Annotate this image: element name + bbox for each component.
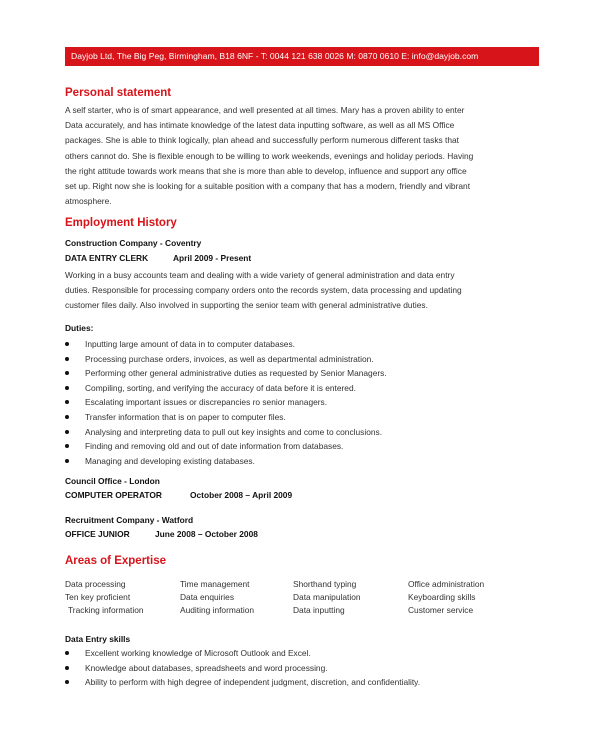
job2-company: Council Office - London <box>65 476 160 486</box>
list-item: Excellent working knowledge of Microsoft Outlook and Excel. <box>65 646 535 661</box>
statement-line: packages. She is able to think logically, plan ahead and successfully perform numerous different tasks that <box>65 135 459 146</box>
bullet-icon <box>65 680 69 684</box>
expertise-row <box>65 578 535 591</box>
statement-line: the right attitude towards work means that she is more than able to develop, influence and support any office <box>65 165 467 176</box>
duties-label: Duties: <box>65 323 94 333</box>
job2-dates: October 2008 – April 2009 <box>190 490 293 500</box>
areas-of-expertise-heading: Areas of Expertise <box>65 555 166 567</box>
expertise-item: Tracking information <box>68 605 144 615</box>
expertise-item: Data enquiries <box>180 592 235 602</box>
bullet-icon <box>65 386 69 390</box>
list-item: Knowledge about databases, spreadsheets and word processing. <box>65 661 535 676</box>
statement-line: A self starter, who is of smart appearance, and well presented at all times. Mary has a proven ability to enter <box>65 105 465 115</box>
job1-dates: April 2009 - Present <box>173 253 252 263</box>
expertise-row <box>65 604 535 617</box>
job3-dates: June 2008 – October 2008 <box>155 529 258 539</box>
list-item: Analysing and interpreting data to pull out key insights and come to conclusions. <box>65 425 535 440</box>
bullet-icon <box>65 415 69 419</box>
statement-line: others cannot do. She is flexible enough to be willing to work weekends, evenings and holiday periods. Having <box>65 150 474 161</box>
bullet-icon <box>65 400 69 404</box>
list-item: Escalating important issues or discrepancies ro senior managers. <box>65 395 535 410</box>
expertise-item: Data processing <box>65 579 126 589</box>
expertise-item: Time management <box>180 579 250 589</box>
list-item: Compiling, sorting, and verifying the accuracy of data before it is entered. <box>65 381 535 396</box>
personal-statement-heading: Personal statement <box>65 87 172 99</box>
bullet-icon <box>65 666 69 670</box>
job2-title: COMPUTER OPERATOR <box>65 490 162 500</box>
expertise-grid <box>65 578 535 617</box>
personal-statement-text <box>65 103 540 209</box>
bullet-icon <box>65 342 69 346</box>
list-item: Transfer information that is on paper to computer files. <box>65 410 535 425</box>
employment-history-heading: Employment History <box>65 217 177 229</box>
statement-line: set up. Right now she is looking for a suitable position with a company that has a modern, friendly and vibrant <box>65 181 471 192</box>
list-item: Finding and removing old and out of date information from databases. <box>65 439 535 454</box>
bullet-icon <box>65 651 69 655</box>
duties-list <box>65 337 535 468</box>
bullet-icon <box>65 459 69 463</box>
job1-desc-line: customer files daily. Also involved in supporting the senior team with general administrative duties. <box>65 300 428 311</box>
job3-title: OFFICE JUNIOR <box>65 529 130 539</box>
expertise-item: Keyboarding skills <box>408 592 476 602</box>
bullet-icon <box>65 357 69 361</box>
expertise-item: Data inputting <box>293 605 345 615</box>
job1-description <box>65 268 540 314</box>
job1-desc-line: duties. Responsible for processing company orders onto the records system, data processing and updating <box>65 285 462 296</box>
list-item: Inputting large amount of data in to computer databases. <box>65 337 535 352</box>
contact-banner: Dayjob Ltd, The Big Peg, Birmingham, B18 6NF - T: 0044 121 638 0026 M: 0870 0610 E: info@dayjob.com <box>65 47 539 66</box>
list-item: Performing other general administrative duties as requested by Senior Managers. <box>65 366 535 381</box>
data-entry-skills-heading: Data Entry skills <box>65 634 131 644</box>
expertise-row <box>65 591 535 604</box>
list-item: Ability to perform with high degree of independent judgment, discretion, and confidentiality. <box>65 675 535 690</box>
job1-desc-line: Working in a busy accounts team and dealing with a wide variety of general administration and data entry <box>65 270 455 280</box>
list-item: Processing purchase orders, invoices, as well as departmental administration. <box>65 352 535 367</box>
expertise-item: Office administration <box>408 579 485 589</box>
expertise-item: Shorthand typing <box>293 579 357 589</box>
expertise-item: Customer service <box>408 605 474 615</box>
expertise-item: Data manipulation <box>293 592 361 602</box>
job3-company: Recruitment Company - Watford <box>65 515 194 525</box>
job1-company: Construction Company - Coventry <box>65 238 202 248</box>
list-item: Managing and developing existing databases. <box>65 454 535 469</box>
expertise-item: Auditing information <box>180 605 255 615</box>
statement-line: atmosphere. <box>65 196 112 207</box>
bullet-icon <box>65 444 69 448</box>
statement-line: Data accurately, and has intimate knowledge of the latest data inputting software, as well as all MS Office <box>65 120 455 131</box>
expertise-item: Ten key proficient <box>65 592 131 602</box>
job1-title: DATA ENTRY CLERK <box>65 253 149 263</box>
skills-list <box>65 646 535 690</box>
bullet-icon <box>65 371 69 375</box>
bullet-icon <box>65 430 69 434</box>
